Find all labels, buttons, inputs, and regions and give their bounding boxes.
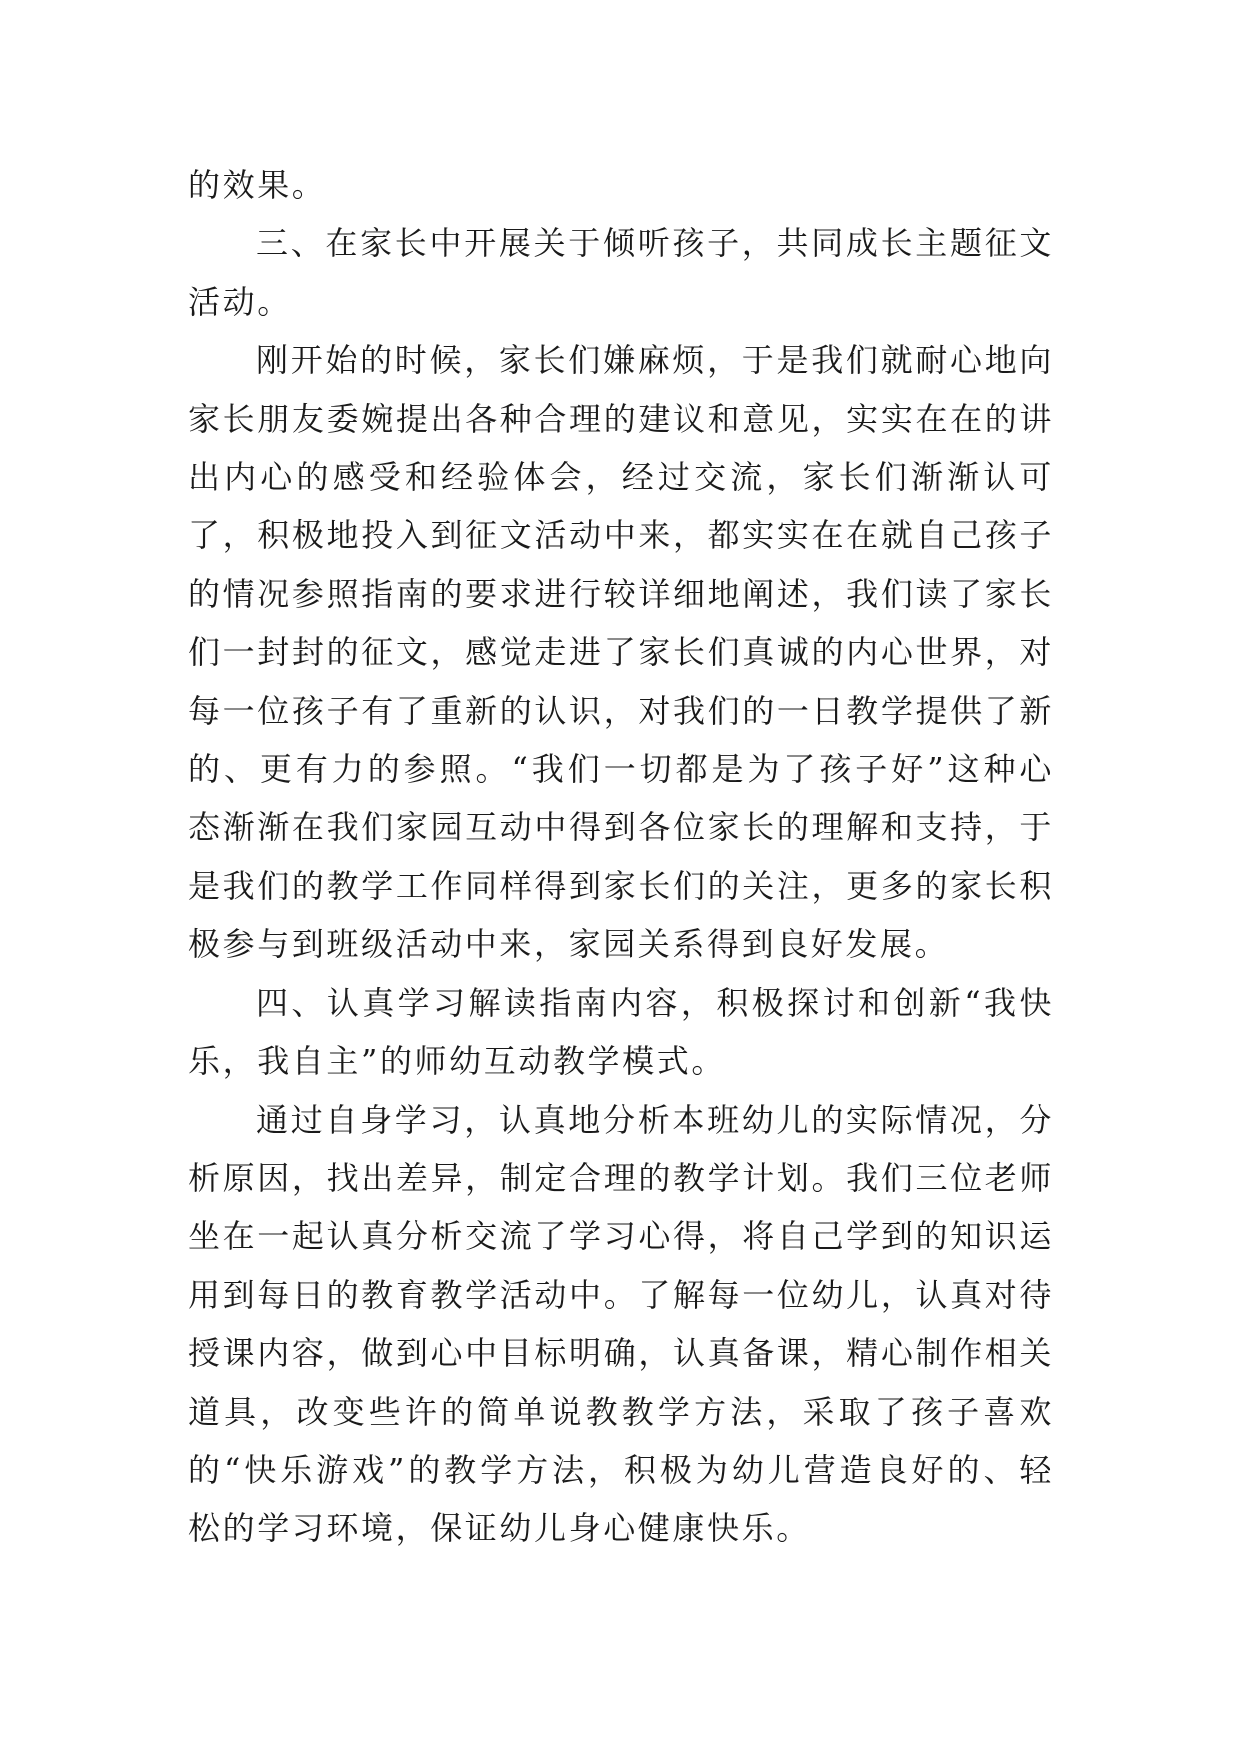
paragraph-continuation: 的效果。 (188, 166, 327, 204)
paragraph-teaching-mode: 通过自身学习，认真地分析本班幼儿的实际情况，分析原因，找出差异，制定合理的教学计划。我们三位老师坐在一起认真分析交流了学习心得，将自己学到的知识运用到每日的教育教学活动中。了解每一位幼儿，认真对待授课内容，做到心中目标明确，认真备课，精心制作相关道具，改变些许的简单说教教学方法，采取了孩子喜欢的“快乐游戏”的教学方法，积极为幼儿营造良好的、轻松的学习环境，保证幼儿身心健康快乐。 (188, 1100, 1054, 1548)
document-body (188, 156, 1054, 1558)
section-heading-four: 四、认真学习解读指南内容，积极探讨和创新“我快乐，我自主”的师幼互动教学模式。 (188, 983, 1054, 1081)
section-heading-three: 三、在家长中开展关于倾听孩子，共同成长主题征文活动。 (188, 224, 1054, 321)
paragraph-essay-activity: 刚开始的时候，家长们嫌麻烦，于是我们就耐心地向家长朋友委婉提出各种合理的建议和意见，实实在在的讲出内心的感受和经验体会，经过交流，家长们渐渐认可了，积极地投入到征文活动中来，都实实在在就自己孩子的情况参照指南的要求进行较详细地阐述，我们读了家长们一封封的征文，感觉走进了家长们真诚的内心世界，对每一位孩子有了重新的认识，对我们的一日教学提供了新的、更有力的参照。“我们一切都是为了孩子好”这种心态渐渐在我们家园互动中得到各位家长的理解和支持，于是我们的教学工作同样得到家长们的关注，更多的家长积极参与到班级活动中来，家园关系得到良好发展。 (188, 341, 1054, 964)
